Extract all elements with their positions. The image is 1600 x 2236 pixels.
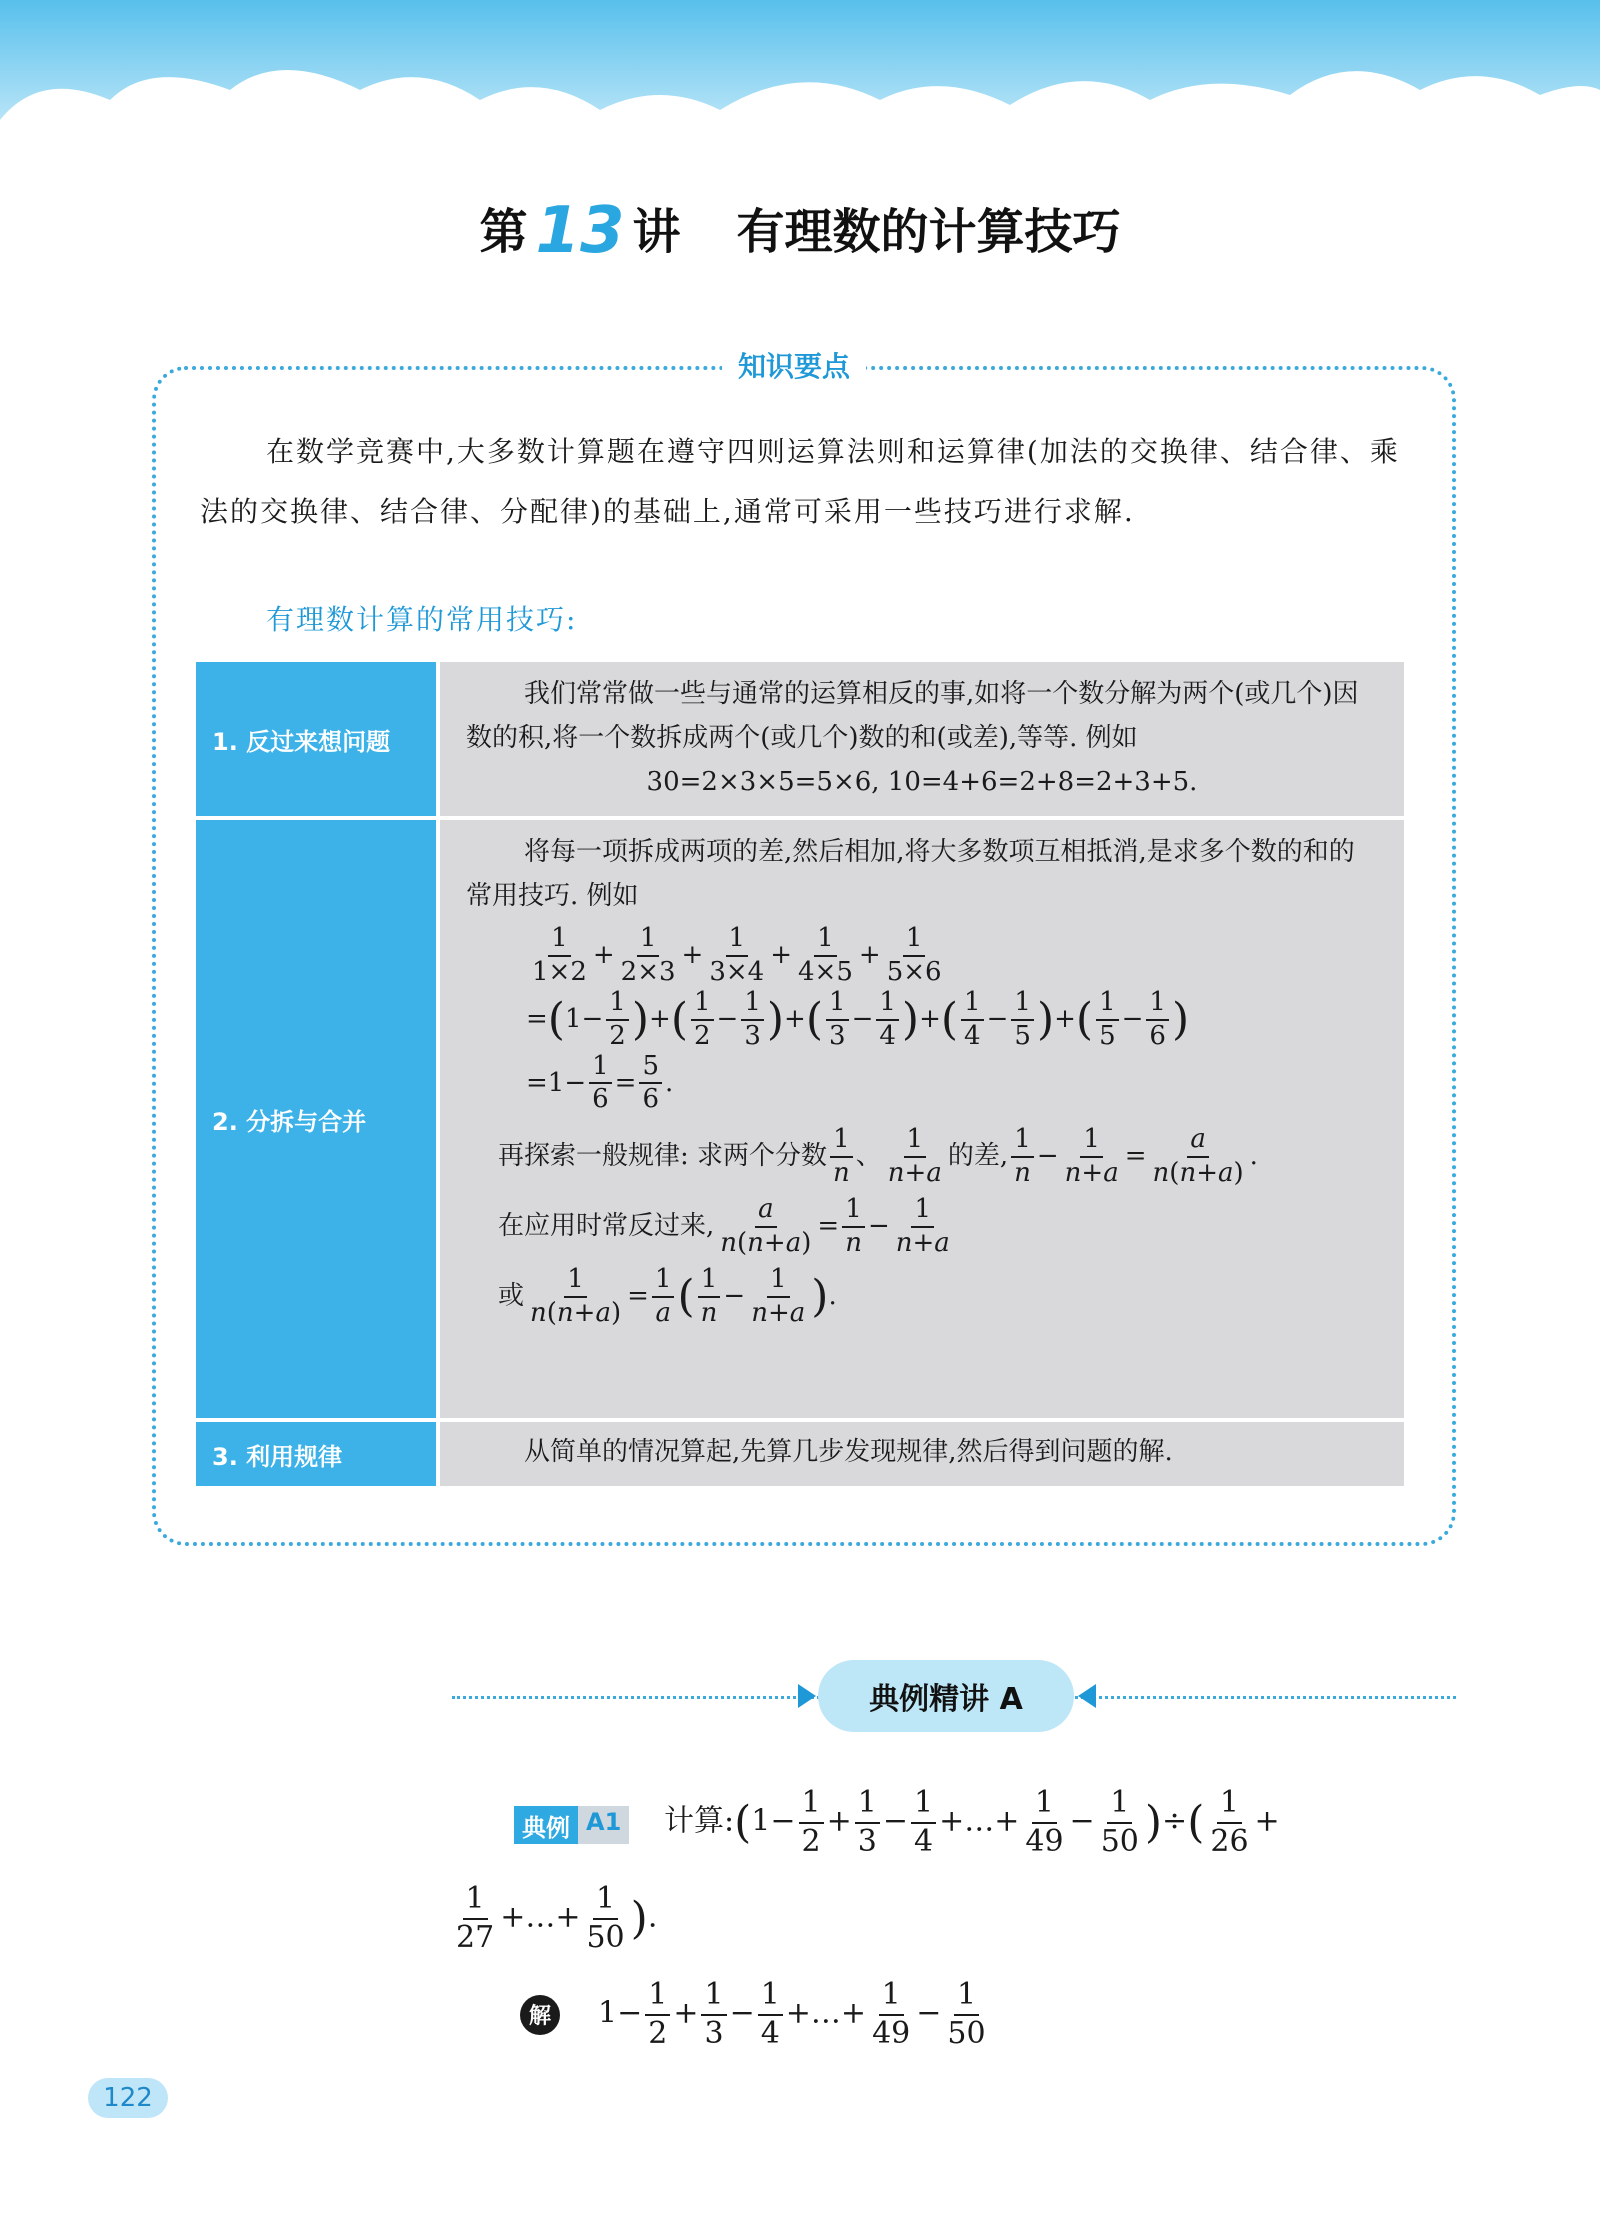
technique-label: 1. 反过来想问题 bbox=[196, 662, 436, 816]
telescoping-split: =(1− $\frac{1}{2}$ )+( $\frac{1}{2}$ − $\frac{1}{3}$ )+( $\frac{1}{3}$ − $\frac{1}{4}$ )+( $\frac{1}{4}$ − $\frac{1}{5}$ )+( $\frac{1}{5}$ − $\frac{1}{6}$ ) bbox=[526, 986, 1190, 1051]
lecture-number: 13 bbox=[535, 194, 625, 268]
example-tag-label: 典例 bbox=[514, 1806, 578, 1844]
knowledge-tag: 知识要点 bbox=[722, 345, 866, 385]
techniques-subhead: 有理数计算的常用技巧: bbox=[266, 603, 578, 636]
example-tag bbox=[514, 1806, 629, 1844]
apply-rule: 在应用时常反过来, $\frac{a}{n(n+a)}$ = $\frac{1}{n}$ − $\frac{1}{n+a}$ bbox=[498, 1194, 950, 1259]
example-question-continued: $\frac{1}{27}$ +…+ $\frac{1}{50}$ ). bbox=[456, 1881, 658, 1955]
technique-text: 我们常常做一些与通常的运算相反的事,如将一个数分解为两个(或几个)因数的积,将一个数拆成两个(或几个)数的和(或差),等等. 例如 bbox=[466, 679, 1359, 753]
intro-paragraph bbox=[200, 422, 1415, 542]
technique-row bbox=[196, 820, 1404, 1418]
telescoping-sum: $\frac{1}{1\times 2}$ + $\frac{1}{2\times 3}$ + $\frac{1}{3\times 4}$ + $\frac{1}{4\times 5}$ + $\frac{1}{5\times 6}$ bbox=[532, 923, 942, 987]
example-question: 计算:(1− $\frac{1}{2}$ + $\frac{1}{3}$ − $\frac{1}{4}$ +…+ $\frac{1}{49}$ − $\frac{1}{50}$ )÷( $\frac{1}{26}$ + bbox=[664, 1785, 1280, 1859]
technique-content bbox=[440, 820, 1404, 1418]
cloud-banner bbox=[0, 0, 1600, 180]
lecture-prefix: 第 bbox=[479, 204, 528, 260]
arrow-left-icon bbox=[1078, 1684, 1096, 1708]
page-title bbox=[0, 190, 1600, 268]
technique-row bbox=[196, 662, 1404, 816]
example-tag-number: A1 bbox=[578, 1806, 629, 1844]
lecture-suffix: 讲 bbox=[632, 204, 681, 260]
or-rule: 或 $\frac{1}{n(n+a)}$ = $\frac{1}{a}$ ( $\frac{1}{n}$ − $\frac{1}{n+a}$ ). bbox=[498, 1263, 837, 1328]
example-section-pill: 典例精讲 A bbox=[818, 1660, 1074, 1732]
general-rule-mid: 的差, bbox=[947, 1141, 1009, 1172]
page-number: 122 bbox=[88, 2078, 168, 2118]
lecture-title: 有理数的计算技巧 bbox=[736, 204, 1121, 260]
technique-text: 将每一项拆成两项的差,然后相加,将大多数项互相抵消,是求多个数的和的常用技巧. 例如 bbox=[466, 837, 1355, 911]
technique-row bbox=[196, 1422, 1404, 1486]
question-lead: 计算: bbox=[664, 1803, 735, 1839]
technique-label: 3. 利用规律 bbox=[196, 1422, 436, 1486]
technique-content bbox=[440, 662, 1404, 816]
general-rule-lead: 再探索一般规律: 求两个分数 bbox=[498, 1141, 828, 1172]
technique-content bbox=[440, 1422, 1404, 1486]
technique-formula: 30=2×3×5=5×6, 10=4+6=2+8=2+3+5. bbox=[646, 767, 1198, 797]
telescoping-result: =1− $\frac{1}{6}$ = $\frac{5}{6}$ . bbox=[526, 1050, 674, 1115]
technique-text: 从简单的情况算起,先算几步发现规律,然后得到问题的解. bbox=[524, 1437, 1173, 1467]
or-rule-lead: 或 bbox=[498, 1280, 525, 1311]
solution-badge: 解 bbox=[520, 1995, 560, 2035]
general-rule: 再探索一般规律: 求两个分数 $\frac{1}{n}$ 、 $\frac{1}{n+a}$ 的差, $\frac{1}{n}$ − $\frac{1}{n+a}$ = $\frac{a}{n(n+a)}$ . bbox=[498, 1124, 1258, 1189]
example-solution: 解 1− $\frac{1}{2}$ + $\frac{1}{3}$ − $\frac{1}{4}$ +…+ $\frac{1}{49}$ − $\frac{1}{50}$ bbox=[520, 1978, 992, 2051]
apply-rule-lead: 在应用时常反过来, bbox=[498, 1211, 715, 1242]
technique-label: 2. 分拆与合并 bbox=[196, 820, 436, 1418]
arrow-right-icon bbox=[798, 1684, 816, 1708]
intro-text: 在数学竞赛中,大多数计算题在遵守四则运算法则和运算律(加法的交换律、结合律、乘法的交换律、结合律、分配律)的基础上,通常可采用一些技巧进行求解. bbox=[200, 435, 1400, 528]
